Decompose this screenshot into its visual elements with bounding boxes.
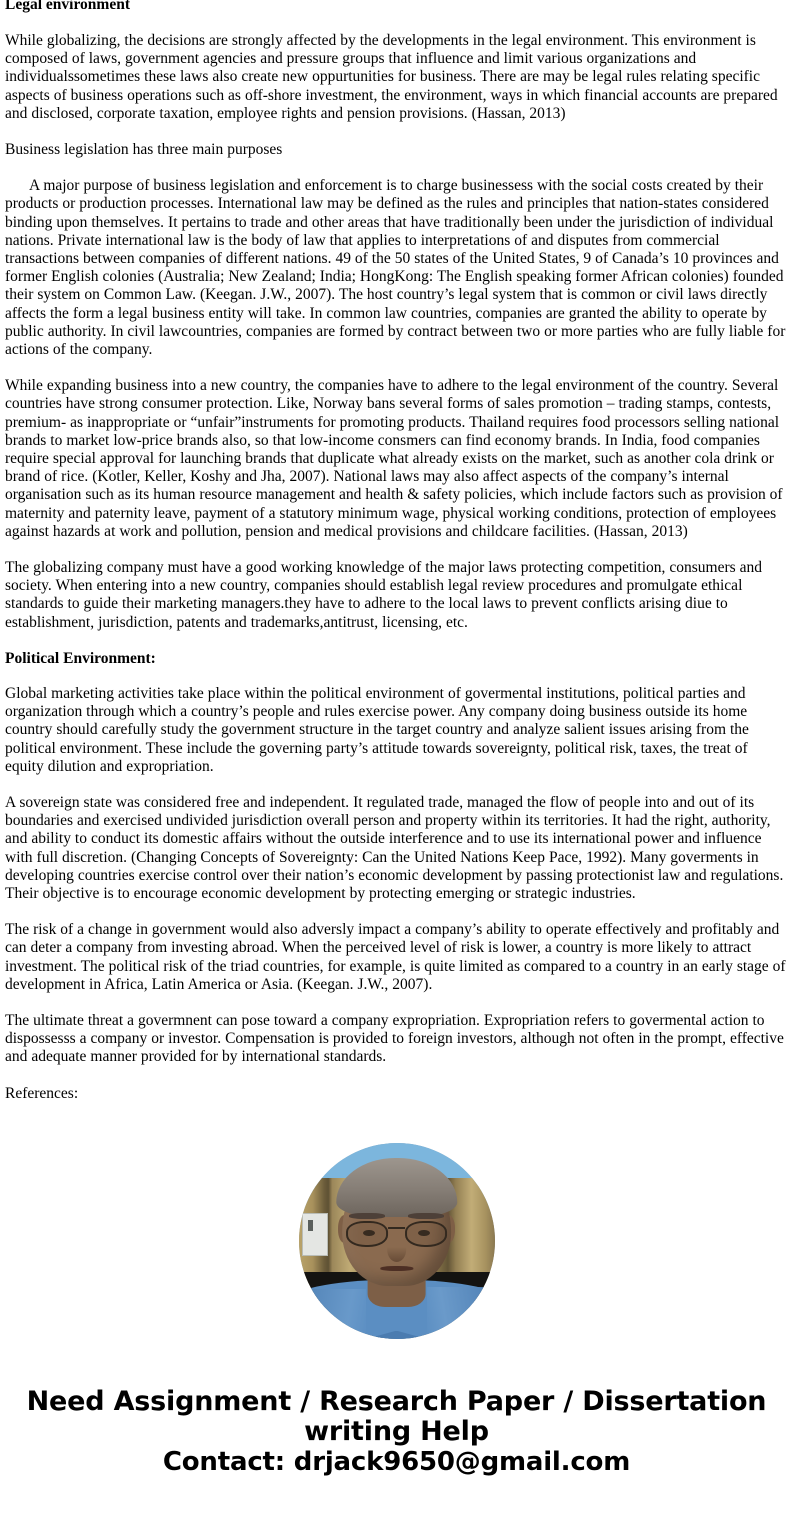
heading-legal-environment: Legal environment <box>5 0 130 13</box>
paragraph-legal-intro: While globalizing, the decisions are strongly affected by the developments in the legal environment. This environment is composed of laws, government agencies and pressure groups that influence and limit various organizations and individualssometimes these laws also create new oppurtunities for business. There are may be legal rules relating specific aspects of business operations such as off-shore investment, the environment, ways in which financial accounts are prepared and disclosed, corporate taxation, employee rights and pension provisions. (Hassan, 2013) <box>5 32 778 122</box>
spacer <box>5 994 788 1012</box>
paragraph-global-marketing: Global marketing activities take place within the political environment of govermental institutions, political parties and organization through which a country’s people and rules exercise power. Any company doing business outside its home country should carefully study the government structure in the target country and analyze salient issues arising from the political environment. These include the governing party’s attitude towards sovereignty, political risk, taxes, the treat of equity dilution and expropriation. <box>5 684 749 775</box>
spacer <box>5 359 788 377</box>
promo-footer <box>5 1387 788 1477</box>
spacer <box>5 1067 788 1085</box>
spacer <box>5 123 788 141</box>
promo-line-3: Contact: drjack9650@gmail.com <box>162 1446 631 1477</box>
paragraph-sovereign-state: A sovereign state was considered free and independent. It regulated trade, managed the flow of people into and out of its boundaries and exercised undivided jurisdiction overall person and property within its territories. It had the right, authority, and ability to conduct its domestic affairs without the outside interference and to use its international power and influence with full discretion. (Changing Concepts of Sovereignty: Can the United Nations Keep Pace, 1992). Many goverments in developing countries exercise control over their nation’s economic development by passing protectionist law and regulations. Their objective is to encourage economic development by protecting emerging or strategic industries. <box>5 793 784 902</box>
glasses-lens-left <box>346 1221 389 1246</box>
paragraph-risk-of-change: The risk of a change in government would also adversly impact a company’s ability to operate effectively and profitably and can deter a company from investing abroad. When the perceived level of risk is lower, a country is more likely to attract investment. The political risk of the triad countries, for example, is quite limited as compared to a country in an early stage of development in Africa, Latin America or Asia. (Keegan. J.W., 2007). <box>5 921 786 993</box>
spacer <box>5 14 788 32</box>
spacer <box>5 668 788 685</box>
references-label: References: <box>5 1084 79 1102</box>
spacer <box>5 776 788 794</box>
paragraph-globalizing-company: The globalizing company must have a good working knowledge of the major laws protecting competition, consumers and society. When entering into a new country, companies should establish legal review procedures and promulgate ethical standards to guide their marketing managers.they have to adhere to the local laws to prevent conflicts arising diue to establishment, jurisdiction, patents and trademarks,antitrust, licensing, etc. <box>5 559 763 631</box>
paragraph-expanding-business: While expanding business into a new country, the companies have to adhere to the legal environment of the country. Several countries have strong consumer protection. Like, Norway bans several forms of sales promotion – trading stamps, contests, premium- as inappropriate or “unfair”instruments for promoting products. Thailand requires food processors selling national brands to market low-price brands also, so that low-income consmers can find economy brands. In India, food companies require special approval for launching brands that duplicate what already exists on the market, such as another cola drink or brand of rice. (Kotler, Keller, Koshy and Jha, 2007). National laws may also affect aspects of the company’s internal organisation such as its human resource management and health & safety policies, which include factors such as provision of maternity and paternity leave, payment of a statutory minimum wage, physical working conditions, protection of employees against hazards at work and pollution, pension and medical provisions and childcare facilities. (Hassan, 2013) <box>5 377 783 540</box>
paragraph-business-legislation-purposes: Business legislation has three main purposes <box>5 141 283 159</box>
author-portrait-photo <box>299 1143 495 1339</box>
paragraph-major-purpose: A major purpose of business legislation and enforcement is to charge businessess with the social costs created by their products or production processes. International law may be defined as the rules and principles that nation-states considered binding upon themselves. It pertains to trade and other areas that have traditionally been under the jurisdiction of individual nations. Private international law is the body of law that applies to interpretations of and disputes from commercial transactions between companies of different nations. 49 of the 50 states of the United States, 9 of Canada’s 10 provinces and former English colonies (Australia; New Zealand; India; HongKong: The English speaking former African colonies) founded their system on Common Law. (Keegan. J.W., 2007). The host country’s legal system that is common or civil laws directly affects the form a legal business entity will take. In common law countries, companies are granted the ability to operate by public authority. In civil lawcountries, companies are formed by contract between two or more parties who are fully liable for actions of the company. <box>5 177 786 359</box>
spacer <box>5 903 788 921</box>
portrait-eyebrow-left <box>349 1213 384 1219</box>
glasses-lens-right <box>405 1221 448 1246</box>
spacer <box>5 159 788 177</box>
paragraph-ultimate-threat: The ultimate threat a govermnent can pose toward a company expropriation. Expropriation refers to govermental action to dispossesss a company or investor. Compensation is provided to foreign investors, although not often in the prompt, effective and adequate manner provided for by international standards. <box>5 1011 784 1066</box>
glasses-bridge <box>388 1227 404 1230</box>
promo-line-1: Need Assignment / Research Paper / Dissertation <box>26 1385 767 1417</box>
spacer <box>5 632 788 650</box>
spacer <box>5 541 788 559</box>
portrait-eyebrow-right <box>408 1213 443 1219</box>
promo-line-2: writing Help <box>304 1415 489 1447</box>
portrait-container <box>5 1143 788 1339</box>
portrait-nose <box>387 1237 407 1262</box>
heading-political-environment: Political Environment: <box>5 649 156 667</box>
portrait-collar <box>359 1331 434 1339</box>
portrait-wall-plate <box>302 1213 327 1256</box>
